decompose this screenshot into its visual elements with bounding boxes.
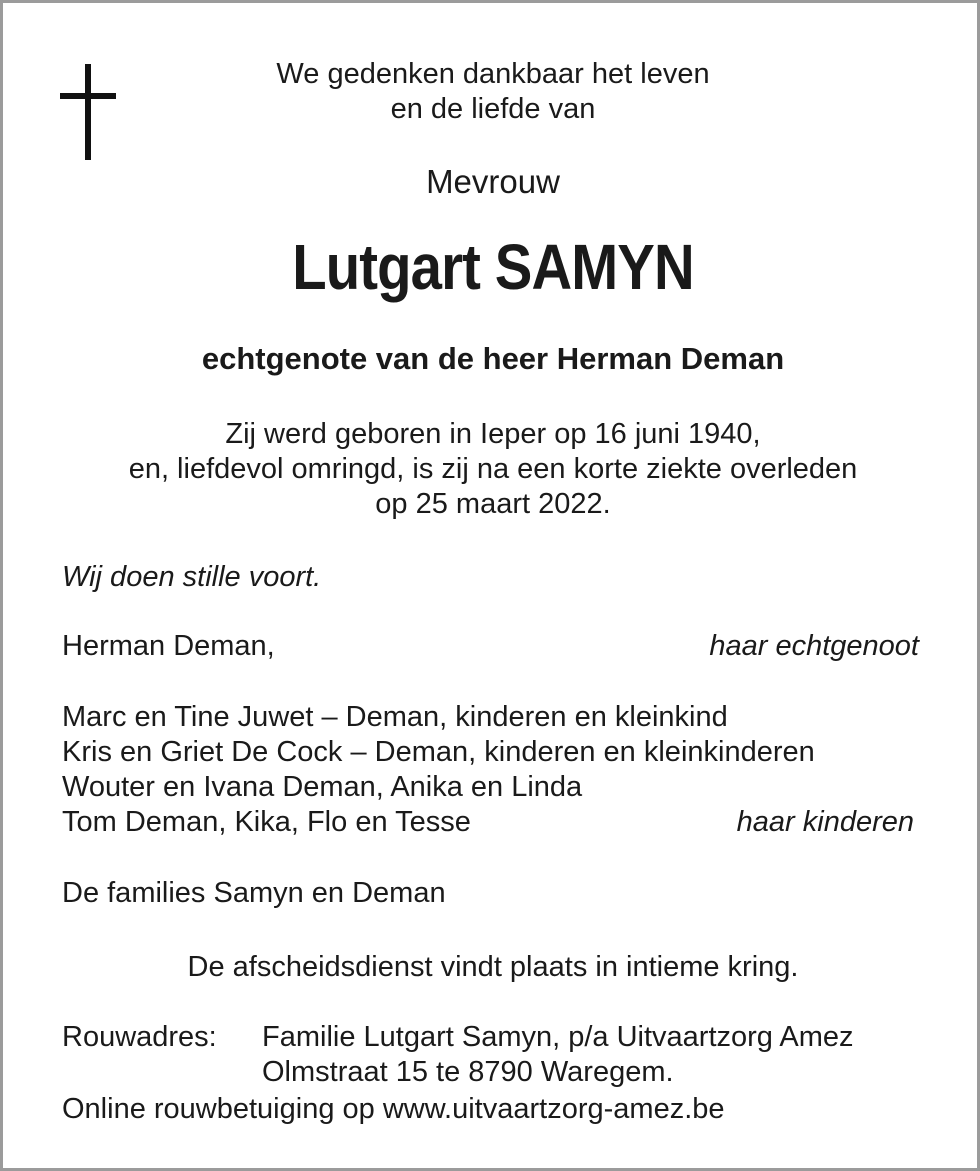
child-line: Marc en Tine Juwet – Deman, kinderen en kleinkind [62,701,728,733]
motto: Wij doen stille voort. [62,561,322,593]
address-label: Rouwadres: [62,1021,217,1053]
spouse-line: echtgenote van de heer Herman Deman [201,341,785,376]
husband-name: Herman Deman, [62,630,275,662]
children-relation: haar kinderen [736,806,914,838]
intro-line: en de liefde van [390,93,596,125]
address-line: Familie Lutgart Samyn, p/a Uitvaartzorg Amez [262,1021,854,1053]
address-line: Olmstraat 15 te 8790 Waregem. [262,1056,674,1088]
intro-line: We gedenken dankbaar het leven [276,58,710,90]
child-line: Wouter en Ivana Deman, Anika en Linda [62,771,583,803]
birth-death-line: op 25 maart 2022. [375,488,611,520]
birth-death-line: Zij werd geboren in Ieper op 16 juni 1940, [225,418,761,450]
husband-relation: haar echtgenoot [709,630,919,662]
service-line: De afscheidsdienst vindt plaats in intieme kring. [187,951,799,983]
families-line: De families Samyn en Deman [62,877,446,909]
address-value [262,1020,854,1090]
online-condolence: Online rouwbetuiging op www.uitvaartzorg-amez.be [62,1093,725,1125]
birth-death-text [3,417,980,522]
child-line: Kris en Griet De Cock – Deman, kinderen en kleinkinderen [62,736,815,768]
deceased-name: Lutgart SAMYN [292,231,694,303]
children-list [62,700,815,840]
title-prefix: Mevrouw [426,163,560,200]
birth-death-line: en, liefdevol omringd, is zij na een korte ziekte overleden [128,453,858,485]
intro-text [3,57,980,127]
child-line: Tom Deman, Kika, Flo en Tesse [62,806,471,838]
